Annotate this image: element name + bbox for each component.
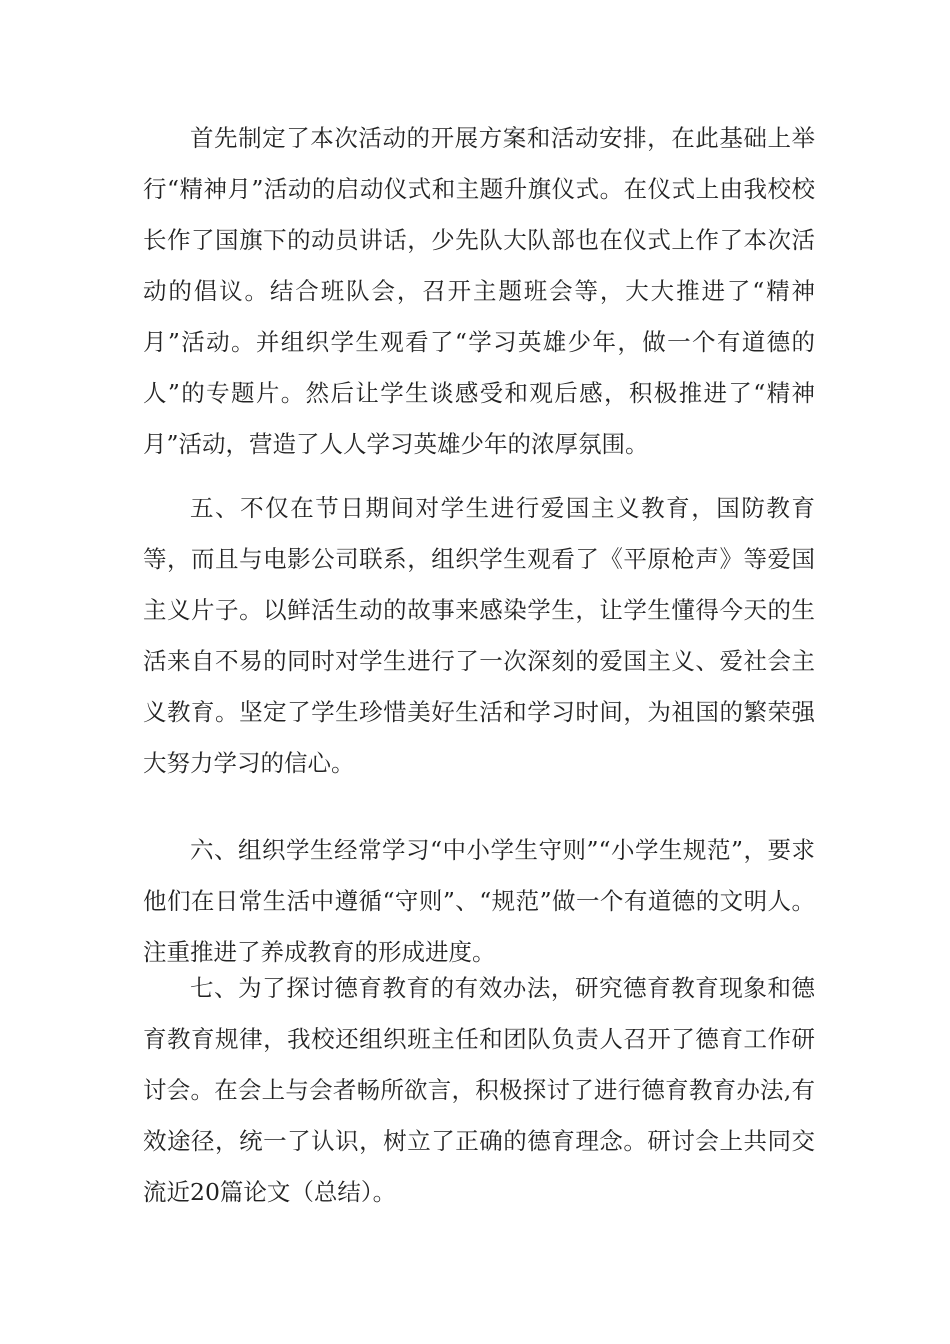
paragraph-text: 七、为了探讨德育教育的有效办法，研究德育教育现象和德育教育规律，我校还组织班主任和团队负责人召开了德育工作研讨会。在会上与会者畅所欲言，积极探讨了进行德育教育办法,有效途径，统一了认识，树立了正确的德育理念。研讨会上共同交流近20篇论文（总结）。 xyxy=(143,974,815,1206)
paragraph-seven-moral-education-seminar xyxy=(143,963,815,1218)
paragraph-six-student-rules xyxy=(143,825,815,978)
paragraph-five-patriotic-education xyxy=(143,483,815,789)
paragraph-text: 六、组织学生经常学习“中小学生守则”“小学生规范”，要求他们在日常生活中遵循“守则”、“规范”做一个有道德的文明人。注重推进了养成教育的形成进度。 xyxy=(143,836,815,966)
paragraph-activity-plan xyxy=(143,113,815,470)
paragraph-text: 首先制定了本次活动的开展方案和活动安排，在此基础上举行“精神月”活动的启动仪式和主题升旗仪式。在仪式上由我校校长作了国旗下的动员讲话，少先队大队部也在仪式上作了本次活动的倡议。结合班队会，召开主题班会等，大大推进了“精神月”活动。并组织学生观看了“学习英雄少年，做一个有道德的人”的专题片。然后让学生谈感受和观后感，积极推进了“精神月”活动，营造了人人学习英雄少年的浓厚氛围。 xyxy=(143,124,815,458)
paragraph-text: 五、不仅在节日期间对学生进行爱国主义教育，国防教育等，而且与电影公司联系，组织学生观看了《平原枪声》等爱国主义片子。以鲜活生动的故事来感染学生，让学生懂得今天的生活来自不易的同时对学生进行了一次深刻的爱国主义、爱社会主义教育。坚定了学生珍惜美好生活和学习时间，为祖国的繁荣强大努力学习的信心。 xyxy=(143,494,815,777)
